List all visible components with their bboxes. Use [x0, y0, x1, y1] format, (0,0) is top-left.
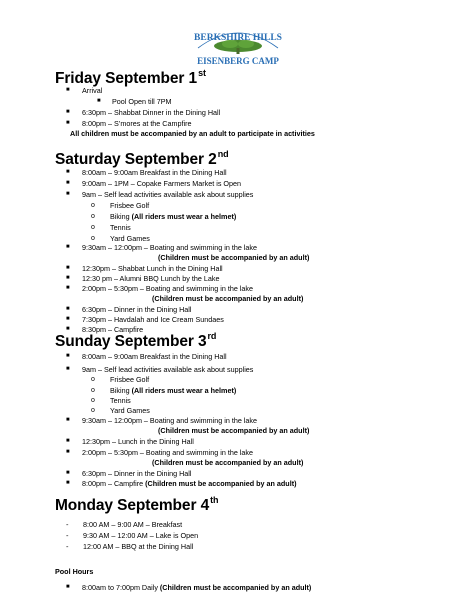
pool-hours-item — [82, 583, 311, 592]
bullet: ■ — [66, 449, 70, 455]
bullet: ■ — [66, 87, 70, 93]
day-heading-saturday — [55, 151, 228, 169]
bullet: ■ — [66, 244, 70, 250]
dash-bullet: - — [66, 542, 69, 551]
schedule-item — [82, 284, 253, 293]
item-text: 2:00pm – 5:30pm – Boating and swimming in the lake — [82, 448, 254, 457]
schedule-item — [82, 274, 219, 283]
schedule-item — [82, 119, 191, 128]
item-text: Tennis — [110, 223, 131, 232]
schedule-item — [82, 243, 257, 252]
sub-bullet: o — [91, 397, 95, 404]
pool-hours-note: (Children must be accompanied by an adult) — [159, 583, 312, 592]
schedule-item — [158, 253, 309, 262]
item-text: Tennis — [110, 396, 131, 405]
item-text: Yard Games — [110, 234, 150, 243]
item-text: Pool Open till 7PM — [112, 97, 172, 106]
bullet: ■ — [97, 98, 101, 104]
schedule-item — [70, 129, 315, 138]
schedule-item — [82, 315, 224, 324]
item-text: 12:30pm – Lunch in the Dining Hall — [82, 437, 194, 446]
schedule-item — [82, 448, 253, 457]
schedule-item — [110, 234, 150, 243]
dash-bullet: - — [66, 531, 69, 540]
day-heading-friday — [55, 70, 206, 88]
bullet: ■ — [66, 169, 70, 175]
item-text: 9:00am – 1PM – Copake Farmers Market is Open — [82, 179, 241, 188]
schedule-item — [82, 190, 253, 199]
schedule-item — [110, 396, 131, 405]
sub-bullet: o — [91, 213, 95, 220]
item-text: 6:30pm – Shabbat Dinner in the Dining Hall — [82, 108, 221, 117]
item-text: (Children must be accompanied by an adult) — [152, 458, 304, 467]
bullet: ■ — [66, 275, 70, 281]
bullet: ■ — [66, 353, 70, 359]
schedule-item — [112, 97, 172, 106]
bullet: ■ — [66, 120, 70, 126]
bullet: ■ — [66, 326, 70, 332]
item-text: Frisbee Golf — [110, 201, 150, 210]
schedule-item — [82, 305, 191, 314]
bullet: ■ — [66, 417, 70, 423]
schedule-item — [82, 179, 241, 188]
bullet: ■ — [66, 584, 70, 590]
item-text: 7:30pm – Havdalah and Ice Cream Sundaes — [82, 315, 224, 324]
schedule-item — [82, 365, 253, 374]
item-text: 12:30 pm – Alumni BBQ Lunch by the Lake — [82, 274, 220, 283]
schedule-item — [82, 469, 191, 478]
sub-bullet: o — [91, 202, 95, 209]
schedule-item — [110, 201, 149, 210]
day-title: Monday September 4 — [55, 497, 210, 514]
bullet: ■ — [66, 438, 70, 444]
schedule-item — [110, 406, 150, 415]
item-text: (Children must be accompanied by an adult) — [158, 253, 310, 262]
sub-bullet: o — [91, 224, 95, 231]
item-text: 8:00pm – Campfire — [82, 479, 146, 488]
sub-bullet: o — [91, 387, 95, 394]
schedule-item — [83, 520, 182, 529]
bullet: ■ — [66, 480, 70, 486]
logo-line1: BERKSHIRE HILLS — [194, 33, 282, 43]
day-title: Saturday September 2 — [55, 151, 217, 168]
schedule-item — [82, 264, 223, 273]
item-text: Yard Games — [110, 406, 150, 415]
item-text: 9:30 AM – 12:00 AM – Lake is Open — [83, 531, 199, 540]
day-title: Friday September 1 — [55, 70, 198, 87]
schedule-item — [82, 86, 102, 95]
schedule-item — [82, 479, 296, 488]
bullet: ■ — [66, 316, 70, 322]
schedule-item — [83, 531, 198, 540]
bullet: ■ — [66, 306, 70, 312]
day-ordinal: rd — [207, 331, 217, 341]
item-text: 8:30pm – Campfire — [82, 325, 144, 334]
item-text: Frisbee Golf — [110, 375, 150, 384]
bullet: ■ — [66, 366, 70, 372]
dash-bullet: - — [66, 520, 69, 529]
item-text: 9am – Self lead activities available ask about supplies — [82, 190, 254, 199]
camp-logo — [192, 24, 284, 70]
item-text: 8:00pm – S’mores at the Campfire — [82, 119, 192, 128]
day-title: Sunday September 3 — [55, 333, 207, 350]
item-text: 8:00am – 9:00am Breakfast in the Dining Hall — [82, 352, 227, 361]
bullet: ■ — [66, 285, 70, 291]
item-text: 12:30pm – Shabbat Lunch in the Dining Hall — [82, 264, 223, 273]
schedule-item — [152, 294, 303, 303]
day-ordinal: st — [198, 68, 206, 78]
schedule-item — [82, 108, 220, 117]
item-note: (All riders must wear a helmet) — [131, 212, 237, 221]
day-heading-monday — [55, 497, 218, 515]
item-text: 12:00 AM – BBQ at the Dining Hall — [83, 542, 194, 551]
schedule-item — [83, 542, 193, 551]
schedule-item — [158, 426, 309, 435]
item-text: 2:00pm – 5:30pm – Boating and swimming in the lake — [82, 284, 254, 293]
item-text: Arrival — [82, 86, 103, 95]
item-text: All children must be accompanied by an adult to participate in activities — [70, 129, 315, 138]
bullet: ■ — [66, 470, 70, 476]
item-text: (Children must be accompanied by an adult) — [152, 294, 304, 303]
item-text: 6:30pm – Dinner in the Dining Hall — [82, 469, 192, 478]
schedule-item — [82, 168, 227, 177]
schedule-item — [110, 223, 131, 232]
logo-line2: EISENBERG CAMP — [197, 56, 279, 66]
day-ordinal: nd — [217, 149, 229, 159]
schedule-item — [110, 375, 149, 384]
bullet: ■ — [66, 265, 70, 271]
item-note: (Children must be accompanied by an adult) — [145, 479, 297, 488]
pool-hours-text: 8:00am to 7:00pm Daily — [82, 583, 160, 592]
item-text: 8:00 AM – 9:00 AM – Breakfast — [83, 520, 183, 529]
schedule-item — [82, 352, 227, 361]
item-text: 9am – Self lead activities available ask about supplies — [82, 365, 254, 374]
item-text: 8:00am – 9:00am Breakfast in the Dining Hall — [82, 168, 227, 177]
sub-bullet: o — [91, 407, 95, 414]
bullet: ■ — [66, 109, 70, 115]
day-heading-sunday — [55, 333, 216, 351]
item-text: 9:30am – 12:00pm – Boating and swimming in the lake — [82, 243, 257, 252]
item-note: (All riders must wear a helmet) — [131, 386, 237, 395]
day-ordinal: th — [210, 495, 219, 505]
item-text: Biking — [110, 212, 132, 221]
pool-hours-heading: Pool Hours — [55, 567, 94, 576]
bullet: ■ — [66, 180, 70, 186]
schedule-item — [110, 212, 236, 221]
schedule-item — [110, 386, 236, 395]
schedule-item — [152, 458, 303, 467]
item-text: 9:30am – 12:00pm – Boating and swimming in the lake — [82, 416, 257, 425]
bullet: ■ — [66, 191, 70, 197]
schedule-item — [82, 416, 257, 425]
schedule-item — [82, 437, 194, 446]
item-text: (Children must be accompanied by an adult) — [158, 426, 310, 435]
item-text: Biking — [110, 386, 132, 395]
item-text: 6:30pm – Dinner in the Dining Hall — [82, 305, 192, 314]
sub-bullet: o — [91, 235, 95, 242]
sub-bullet: o — [91, 376, 95, 383]
